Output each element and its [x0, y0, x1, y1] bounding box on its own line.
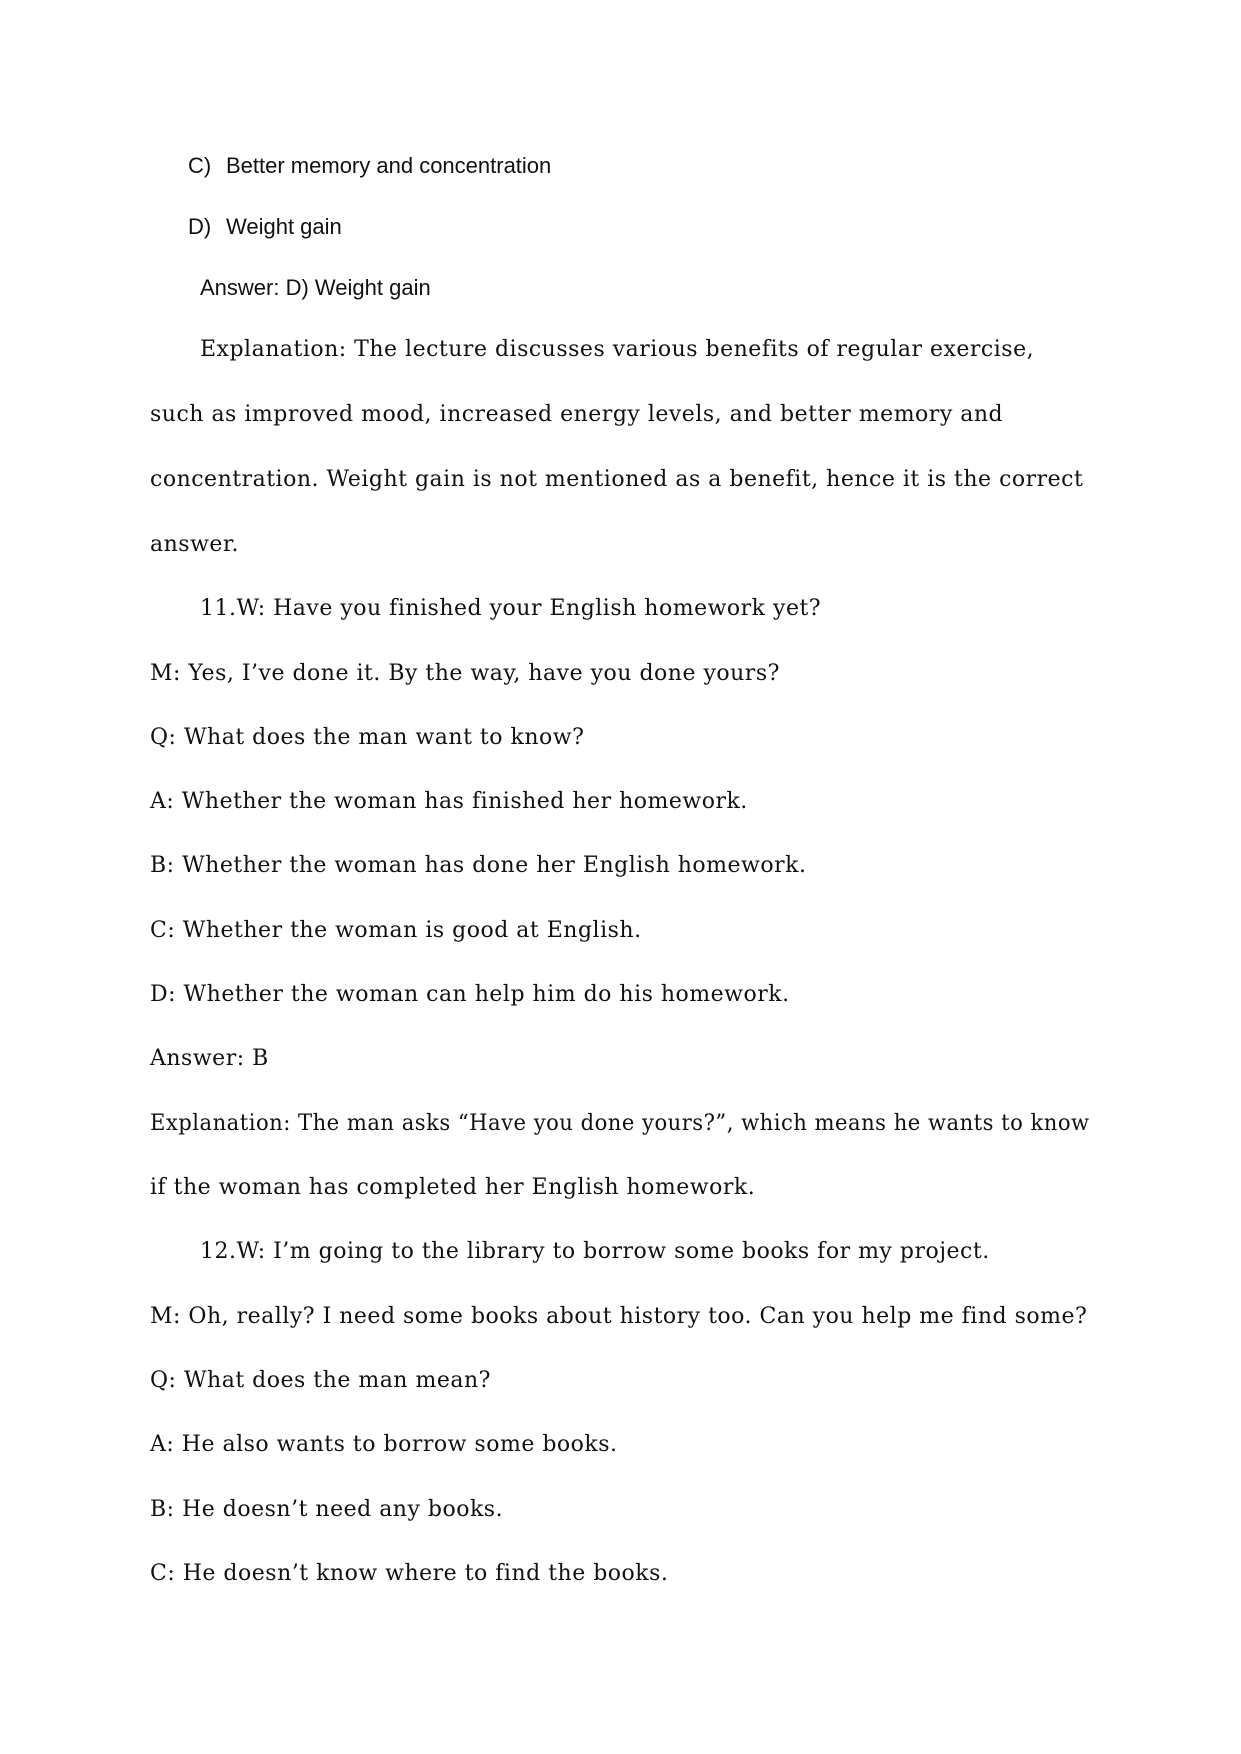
option-c	[188, 151, 551, 181]
q11-option-c: C: Whether the woman is good at English.	[150, 918, 642, 943]
explanation-line: answer.	[150, 532, 240, 557]
q12-question: Q: What does the man mean?	[150, 1368, 491, 1393]
q12-man-line: M: Oh, really? I need some books about history too. Can you help me find some?	[150, 1304, 1088, 1329]
option-text: Weight gain	[226, 214, 342, 239]
q11-answer: Answer: B	[150, 1046, 269, 1071]
q11-option-a: A: Whether the woman has finished her homework.	[150, 789, 748, 814]
q11-man-line: M: Yes, I’ve done it. By the way, have you done yours?	[150, 661, 780, 686]
q12-option-a: A: He also wants to borrow some books.	[150, 1432, 618, 1457]
q11-question: Q: What does the man want to know?	[150, 725, 585, 750]
option-d	[188, 212, 342, 242]
explanation-line: concentration. Weight gain is not mentioned as a benefit, hence it is the correct	[150, 467, 1084, 492]
q12-woman-line: 12.W: I’m going to the library to borrow some books for my project.	[200, 1239, 990, 1264]
q11-woman-line: 11.W: Have you finished your English homework yet?	[200, 596, 822, 621]
option-letter: D)	[188, 214, 212, 239]
answer-line: Answer: D) Weight gain	[200, 275, 431, 300]
q12-option-c: C: He doesn’t know where to find the books.	[150, 1561, 669, 1586]
option-letter: C)	[188, 153, 212, 178]
q11-explanation-line: Explanation: The man asks “Have you done yours?”, which means he wants to know	[150, 1111, 1090, 1136]
q11-option-b: B: Whether the woman has done her English homework.	[150, 853, 807, 878]
q11-option-d: D: Whether the woman can help him do his homework.	[150, 982, 790, 1007]
explanation-line: such as improved mood, increased energy levels, and better memory and	[150, 402, 1004, 427]
explanation-line: Explanation: The lecture discusses various benefits of regular exercise,	[200, 337, 1035, 362]
q11-explanation-line: if the woman has completed her English homework.	[150, 1175, 756, 1200]
option-text: Better memory and concentration	[226, 153, 552, 178]
q12-option-b: B: He doesn’t need any books.	[150, 1497, 504, 1522]
